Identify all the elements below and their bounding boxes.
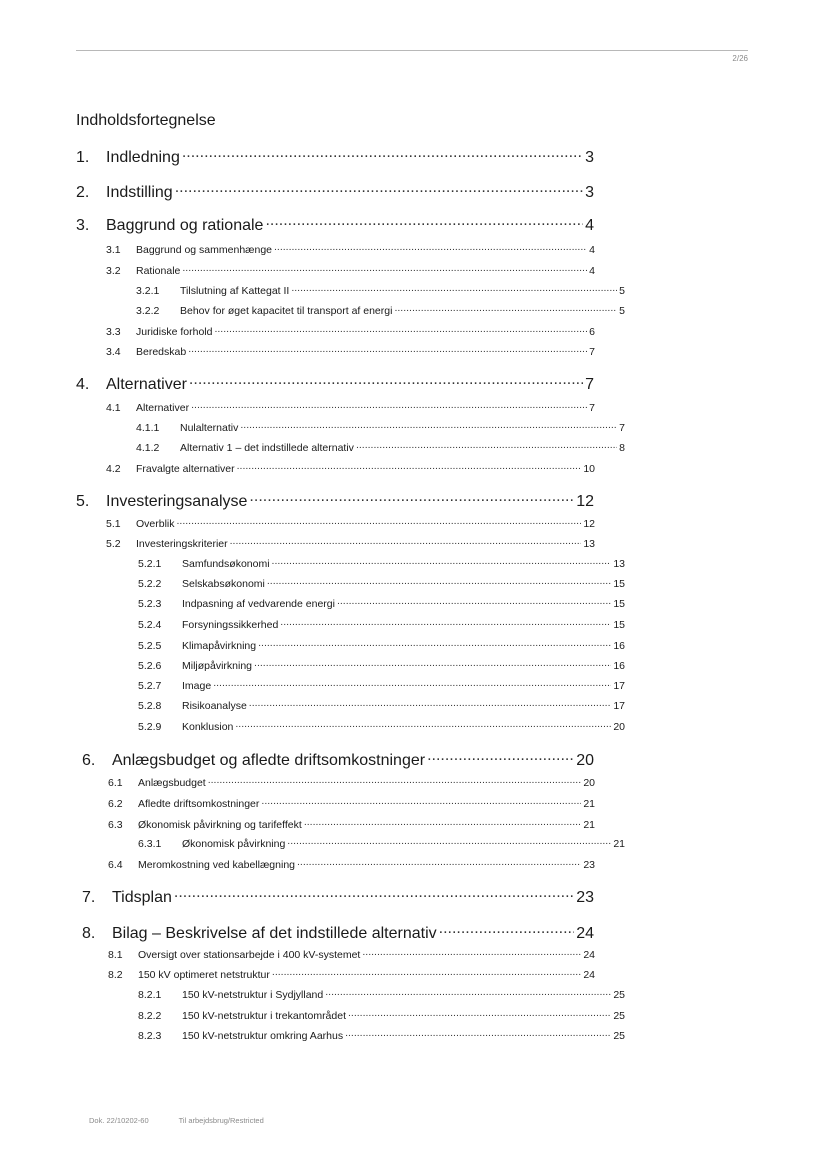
toc-entry-number: 1. [76,149,90,166]
toc-entry-title: Rationale [136,264,181,277]
toc-entry-page: 16 [613,639,625,652]
toc-entry-title: Alternativ 1 – det indstillede alternativ [180,441,354,454]
toc-entry-title: Image [182,679,212,692]
dot-leader [394,303,617,314]
toc-entry[interactable] [106,536,595,550]
toc-entry-page: 24 [576,925,594,942]
dot-leader [240,420,617,431]
toc-entry[interactable] [76,214,594,235]
toc-entry-number: 5. [76,493,90,510]
toc-entry-number: 8.1 [108,948,123,961]
toc-entry-number: 6.2 [108,797,123,810]
toc-entry-title: Alternativer [136,401,190,414]
toc-entry-number: 8. [82,925,96,942]
toc-entry[interactable] [76,181,594,202]
dot-leader [287,836,611,847]
toc-entry-number: 8.2.1 [138,988,162,1001]
dot-leader [177,516,582,527]
toc-entry-page: 20 [576,752,594,769]
toc-entry-page: 7 [585,376,594,393]
toc-entry-title: Forsyningssikkerhed [182,618,279,631]
toc-entry[interactable] [108,617,625,631]
toc-entry[interactable] [106,263,595,277]
toc-entry-title: Tilslutning af Kattegat II [180,284,290,297]
toc-entry[interactable] [108,719,625,733]
toc-entry-title: Juridiske forhold [136,325,213,338]
toc-entry-title: Økonomisk påvirkning [182,837,286,850]
toc-entry-number: 5.2.6 [138,659,162,672]
dot-leader [345,1028,611,1039]
toc-entry-title: Fravalgte alternativer [136,462,235,475]
toc-entry-title: Investeringsanalyse [106,493,248,510]
toc-entry-page: 5 [619,304,625,317]
toc-entry-title: Tidsplan [112,889,172,906]
toc-entry-page: 17 [613,699,625,712]
toc-entry-page: 7 [619,421,625,434]
dot-leader [337,596,611,607]
dot-leader [258,638,611,649]
dot-leader [254,658,611,669]
dot-leader [214,324,587,335]
toc-entry[interactable] [108,596,625,610]
toc-entry-page: 13 [583,537,595,550]
toc-entry-title: Alternativer [106,376,187,393]
toc-entry-title: Baggrund og sammenhænge [136,243,273,256]
dot-leader [297,857,581,868]
toc-entry[interactable] [108,638,625,652]
doc-number: Dok. 22/10202-60 [89,1116,149,1125]
classification-label: Til arbejdsbrug/Restricted [178,1116,264,1125]
toc-entry-page: 15 [613,597,625,610]
toc-entry[interactable] [108,576,625,590]
toc-entry[interactable] [108,857,595,871]
dot-leader [230,536,582,547]
dot-leader [304,817,582,828]
toc-title: Indholdsfortegnelse [76,112,216,129]
toc-entry-title: Baggrund og rationale [106,217,264,234]
toc-entry-page: 20 [613,720,625,733]
dot-leader [427,749,574,765]
toc-entry-page: 4 [589,243,595,256]
toc-entry-page: 13 [613,557,625,570]
dot-leader [188,344,587,355]
toc-entry[interactable] [108,556,625,570]
toc-entry-number: 8.2.2 [138,1009,162,1022]
toc-entry[interactable] [108,967,595,981]
toc-entry-number: 6.4 [108,858,123,871]
toc-entry[interactable] [76,373,594,394]
toc-entry[interactable] [108,987,625,1001]
toc-entry[interactable] [82,922,594,943]
toc-entry[interactable] [108,796,595,810]
toc-entry-title: Anlægsbudget [138,776,206,789]
toc-entry-title: Anlægsbudget og afledte driftsomkostninger [112,752,426,769]
toc-entry[interactable] [108,678,625,692]
page-number: 2/26 [732,54,748,63]
toc-entry-number: 4.1.2 [136,441,160,454]
toc-entry-number: 3.2 [106,264,121,277]
dot-leader [356,440,617,451]
toc-entry[interactable] [106,461,595,475]
toc-entry-page: 12 [576,493,594,510]
toc-entry-number: 5.2.1 [138,557,162,570]
dot-leader [267,576,611,587]
toc-entry-number: 3.1 [106,243,121,256]
toc-entry-page: 25 [613,988,625,1001]
dot-leader [261,796,581,807]
dot-leader [265,214,583,230]
toc-entry-page: 4 [589,264,595,277]
toc-entry-title: Meromkostning ved kabellægning [138,858,296,871]
toc-entry[interactable] [108,836,625,850]
toc-entry-page: 21 [583,797,595,810]
toc-entry[interactable] [108,1008,625,1022]
toc-entry[interactable] [108,698,625,712]
toc-entry-title: Indledning [106,149,180,166]
dot-leader [249,698,612,709]
toc-entry-number: 6.3.1 [138,837,162,850]
toc-entry[interactable] [106,324,595,338]
dot-leader [174,886,574,902]
toc-entry-title: Investeringskriterier [136,537,228,550]
dot-leader [272,967,581,978]
toc-entry-number: 8.2 [108,968,123,981]
toc-entry-page: 5 [619,284,625,297]
toc-entry[interactable] [106,400,595,414]
toc-entry-page: 8 [619,441,625,454]
toc-entry[interactable] [106,303,625,317]
dot-leader [280,617,611,628]
toc-entry[interactable] [82,749,594,770]
dot-leader [191,400,587,411]
toc-entry-title: 150 kV-netstruktur i Sydjylland [182,988,324,1001]
toc-entry-number: 8.2.3 [138,1029,162,1042]
toc-entry-number: 5.2.9 [138,720,162,733]
toc-entry-page: 17 [613,679,625,692]
toc-entry-page: 7 [589,345,595,358]
toc-entry-number: 4. [76,376,90,393]
toc-entry-title: Oversigt over stationsarbejde i 400 kV-systemet [138,948,361,961]
toc-entry-number: 4.2 [106,462,121,475]
dot-leader [439,922,575,938]
toc-entry[interactable] [76,146,594,167]
dot-leader [182,146,583,162]
toc-entry-title: 150 kV-netstruktur omkring Aarhus [182,1029,344,1042]
dot-leader [213,678,611,689]
toc-entry-title: Nulalternativ [180,421,239,434]
toc-entry-title: Bilag – Beskrivelse af det indstillede alternativ [112,925,437,942]
toc-entry[interactable] [82,886,594,907]
dot-leader [182,263,587,274]
dot-leader [291,283,617,294]
toc-entry-title: Indpasning af vedvarende energi [182,597,335,610]
toc-entry-page: 16 [613,659,625,672]
toc-entry-title: 150 kV optimeret netstruktur [138,968,270,981]
toc-entry-title: Selskabsøkonomi [182,577,265,590]
toc-entry-title: Behov for øget kapacitet til transport af energi [180,304,393,317]
toc-entry-page: 3 [585,184,594,201]
toc-entry[interactable] [106,283,625,297]
toc-entry-number: 7. [82,889,96,906]
toc-entry-page: 25 [613,1009,625,1022]
toc-entry[interactable] [108,817,595,831]
toc-entry-number: 2. [76,184,90,201]
toc-entry-page: 21 [613,837,625,850]
toc-entry[interactable] [106,242,595,256]
toc-entry[interactable] [108,1028,625,1042]
toc-entry-number: 4.1 [106,401,121,414]
toc-entry-page: 24 [583,968,595,981]
toc-entry-page: 10 [583,462,595,475]
dot-leader [208,775,582,786]
toc-entry-number: 5.2.8 [138,699,162,712]
dot-leader [189,373,583,389]
toc-entry-page: 12 [583,517,595,530]
toc-entry[interactable] [106,440,625,454]
dot-leader [272,556,612,567]
toc-entry-title: Risikoanalyse [182,699,247,712]
toc-entry-number: 6.3 [108,818,123,831]
toc-entry-number: 6. [82,752,96,769]
toc-entry-title: Indstilling [106,184,173,201]
dot-leader [175,181,583,197]
toc-entry-number: 6.1 [108,776,123,789]
toc-entry-number: 3.3 [106,325,121,338]
dot-leader [325,987,611,998]
toc-entry-title: Konklusion [182,720,234,733]
toc-entry-title: 150 kV-netstruktur i trekantområdet [182,1009,346,1022]
toc-entry[interactable] [108,658,625,672]
dot-leader [237,461,582,472]
toc-entry-page: 23 [583,858,595,871]
toc-entry-number: 5.2.4 [138,618,162,631]
toc-entry-number: 3. [76,217,90,234]
toc-entry-page: 25 [613,1029,625,1042]
toc-entry-title: Økonomisk påvirkning og tarifeffekt [138,818,302,831]
toc-entry-number: 5.2.5 [138,639,162,652]
toc-entry-page: 6 [589,325,595,338]
toc-entry-title: Miljøpåvirkning [182,659,253,672]
toc-entry-number: 3.2.2 [136,304,160,317]
toc-entry[interactable] [106,516,595,530]
dot-leader [249,490,574,506]
toc-entry-title: Samfundsøkonomi [182,557,270,570]
toc-entry[interactable] [106,420,625,434]
toc-entry-title: Beredskab [136,345,187,358]
toc-entry-page: 15 [613,618,625,631]
dot-leader [362,947,581,958]
toc-entry[interactable] [108,775,595,789]
toc-entry-number: 5.2.7 [138,679,162,692]
toc-entry-number: 4.1.1 [136,421,160,434]
toc-entry-page: 20 [583,776,595,789]
dot-leader [274,242,587,253]
toc-entry[interactable] [106,344,595,358]
toc-entry-number: 5.2.2 [138,577,162,590]
toc-entry-number: 5.2.3 [138,597,162,610]
toc-entry-page: 3 [585,149,594,166]
toc-entry-title: Klimapåvirkning [182,639,257,652]
toc-entry-page: 24 [583,948,595,961]
footer [89,1116,292,1125]
toc-entry-number: 3.4 [106,345,121,358]
toc-entry[interactable] [108,947,595,961]
dot-leader [348,1008,611,1019]
toc-entry-title: Overblik [136,517,175,530]
toc-entry[interactable] [76,490,594,511]
toc-entry-page: 4 [585,217,594,234]
toc-entry-title: Afledte driftsomkostninger [138,797,260,810]
toc-entry-page: 7 [589,401,595,414]
toc-entry-number: 5.1 [106,517,121,530]
toc-entry-number: 5.2 [106,537,121,550]
toc-entry-number: 3.2.1 [136,284,160,297]
toc-entry-page: 21 [583,818,595,831]
toc-entry-page: 23 [576,889,594,906]
toc-entry-page: 15 [613,577,625,590]
dot-leader [235,719,611,730]
